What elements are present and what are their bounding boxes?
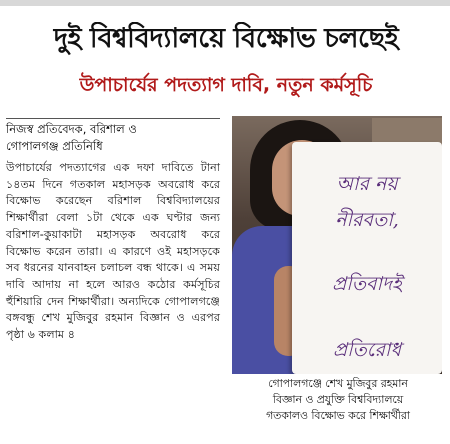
top-rule	[0, 0, 450, 6]
headline: দুই বিশ্ববিদ্যালয়ে বিক্ষোভ চলছেই	[53, 23, 399, 54]
byline-line-1: নিজস্ব প্রতিবেদক, বরিশাল ও	[6, 122, 137, 136]
article-body: উপাচার্যের পদত্যাগের এক দফা দাবিতে টানা ১৪তম দিনে গতকাল মহাসড়ক অবরোধ করে বিক্ষোভ করেছেন বরিশাল বিশ্ববিদ্যালয়ের শিক্ষার্থীরা বেলা ১টা থেকে এক ঘণ্টার জন্য বরিশাল-কুয়াকাটা মহাসড়ক অবরোধ করে বিক্ষোভ করেন তারা। এ কারণে ওই মহাসড়কে সব ধরনের যানবাহন চলাচল বন্ধ থাকে। এ সময় দাবি আদায় না হলে আরও কঠোর কর্মসূচির হুঁশিয়ারি দেন শিক্ষার্থীরা। অন্যদিকে গোপালগঞ্জে বঙ্গবন্ধু শেখ মুজিবুর রহমান বিজ্ঞান ও এরপর পৃষ্ঠা ৬ কলাম ৪	[6, 161, 220, 342]
placard-line-4: প্রতিরোধ	[332, 339, 402, 361]
byline	[6, 118, 220, 155]
caption-line-1: গোপালগঞ্জে শেখ মুজিবুর রহমান	[268, 377, 408, 390]
photo-caption	[232, 376, 444, 424]
placard-line-3: প্রতিবাদই	[332, 273, 402, 295]
news-photo	[232, 116, 442, 374]
caption-line-2: বিজ্ঞান ও প্রযুক্তি বিশ্ববিদ্যালয়ে	[272, 393, 404, 406]
placard-line-1: আর নয়	[336, 173, 398, 195]
caption-line-3: গতকালও বিক্ষোভ করে শিক্ষার্থীরা	[266, 409, 410, 422]
placard-line-2: নীরবতা,	[335, 209, 399, 231]
protest-placard	[292, 142, 442, 374]
byline-line-2: গোপালগঞ্জ প্রতিনিধি	[6, 139, 103, 153]
subheadline: উপাচার্যের পদত্যাগ দাবি, নতুন কর্মসূচি	[79, 74, 373, 96]
